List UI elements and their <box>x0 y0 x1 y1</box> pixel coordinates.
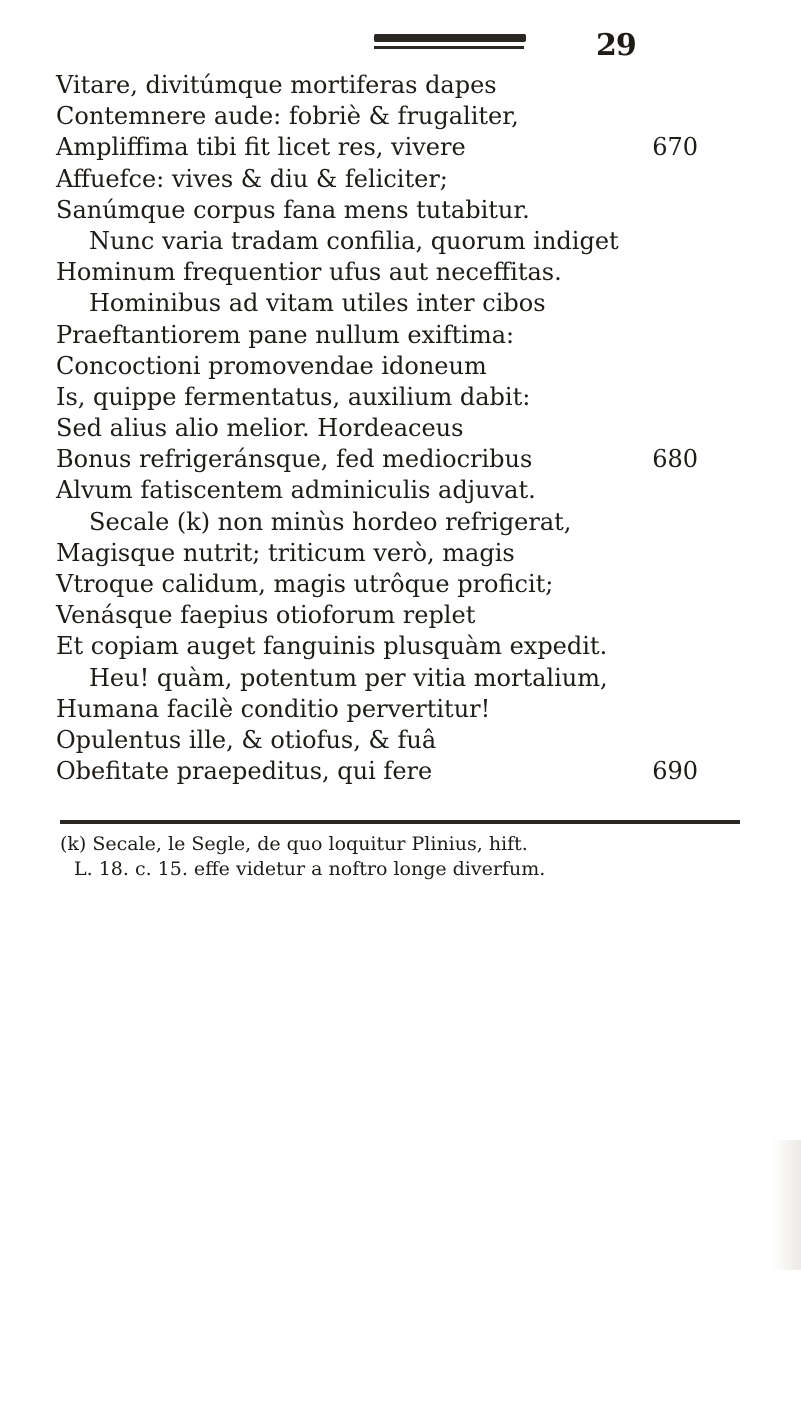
verse-text: Opulentus ille, & otiofus, & fuâ <box>56 725 437 754</box>
verse-text: Hominibus ad vitam utiles inter cibos <box>89 289 546 318</box>
verse-line <box>56 725 746 756</box>
footnote <box>60 832 750 882</box>
header-ornament-thin-rule <box>374 46 524 49</box>
footnote-line-2: L. 18. c. 15. effe videtur a noftro longe diverfum. <box>74 858 546 880</box>
verse-line <box>56 164 746 195</box>
verse-text: Alvum fatiscentem adminiculis adjuvat. <box>56 476 536 505</box>
verse-text: Magisque nutrit; triticum verò, magis <box>56 538 515 567</box>
verse-text: Ampliffima tibi fit licet res, vivere <box>56 133 466 162</box>
verse-text: Concoctioni promovendae idoneum <box>56 351 487 380</box>
verse-line <box>56 351 746 382</box>
verse-text: Praeftantiorem pane nullum exiftima: <box>56 320 515 349</box>
verse-text: Et copiam auget fanguinis plusquàm expedit. <box>56 632 608 661</box>
verse-text: Hominum frequentior ufus aut neceffitas. <box>56 258 562 287</box>
verse-text: Venásque faepius otioforum replet <box>56 601 476 630</box>
verse-line <box>56 320 746 351</box>
verse-line <box>56 132 746 163</box>
footnote-rule <box>60 820 740 824</box>
verse-line <box>56 600 746 631</box>
verse-line <box>56 694 746 725</box>
verse-text: Nunc varia tradam confilia, quorum indiget <box>89 226 619 255</box>
verse-text: Bonus refrigeránsque, fed mediocribus <box>56 445 533 474</box>
verse-line <box>56 756 746 787</box>
verse-line <box>56 195 746 226</box>
header-ornament-rule <box>374 34 526 42</box>
verse-block <box>56 70 746 787</box>
verse-line <box>56 288 746 319</box>
verse-line <box>56 538 746 569</box>
verse-line <box>56 569 746 600</box>
verse-text: Contemnere aude: fobriè & frugaliter, <box>56 102 519 131</box>
verse-line <box>56 70 746 101</box>
verse-line-number: 680 <box>652 445 698 474</box>
verse-text: Secale (k) non minùs hordeo refrigerat, <box>89 507 572 536</box>
verse-text: Vitare, divitúmque mortiferas dapes <box>56 71 497 99</box>
verse-text: Sed alius alio melior. Hordeaceus <box>56 414 464 443</box>
verse-line <box>56 101 746 132</box>
verse-line <box>56 663 746 694</box>
verse-text: Affuefce: vives & diu & feliciter; <box>56 164 448 193</box>
verse-text: Obefitate praepeditus, qui fere <box>56 757 433 786</box>
verse-line-number: 690 <box>652 757 698 786</box>
verse-line <box>56 475 746 506</box>
verse-text: Vtroque calidum, magis utrôque proficit; <box>56 570 554 598</box>
verse-text: Humana facilè conditio pervertitur! <box>56 694 491 723</box>
verse-line-number: 670 <box>652 133 698 162</box>
verse-line <box>56 444 746 475</box>
verse-line <box>56 226 746 257</box>
verse-line <box>56 631 746 662</box>
verse-text: Is, quippe fermentatus, auxilium dabit: <box>56 382 531 411</box>
verse-line <box>56 257 746 288</box>
footnote-line-1: (k) Secale, le Segle, de quo loquitur Plinius, hift. <box>60 833 528 855</box>
verse-line <box>56 507 746 538</box>
page-number: 29 <box>596 28 636 63</box>
verse-line <box>56 413 746 444</box>
verse-text: Heu! quàm, potentum per vitia mortalium, <box>89 663 608 692</box>
verse-line <box>56 382 746 413</box>
scan-edge-shadow <box>771 1140 801 1270</box>
verse-text: Sanúmque corpus fana mens tutabitur. <box>56 195 530 224</box>
